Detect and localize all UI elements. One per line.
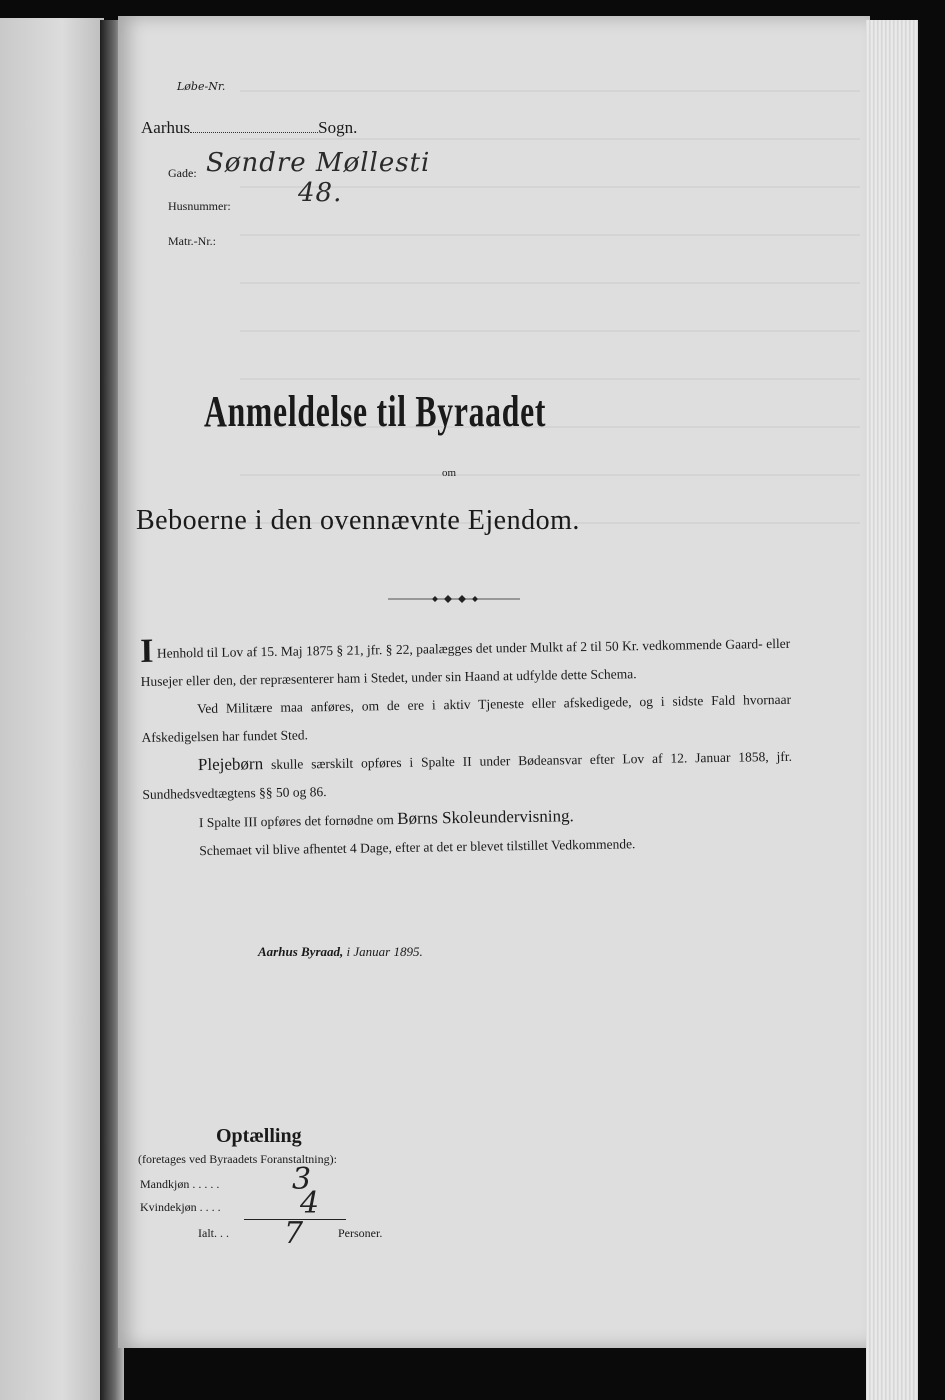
sogn-label: Sogn. — [318, 118, 358, 137]
lobe-nr-label: Løbe-Nr. — [177, 80, 226, 93]
husnummer-value: 48. — [298, 178, 343, 208]
plejeborn-lead: Plejebørn — [197, 754, 264, 775]
paragraph-1-text: Henhold til Lov af 15. Maj 1875 § 21, jfr. § 22, paalægges det under Mulkt af 2 til 50 Kr. vedkommende Gaard- eller Husejer eller den, der repræsenterer ham i Stedet, under sin Haand at udfylde dette Schema. — [140, 635, 791, 689]
ornament-divider — [388, 594, 520, 604]
female-value: 4 — [300, 1186, 320, 1221]
total-unit: Personer. — [338, 1226, 383, 1240]
page-edges — [866, 20, 918, 1400]
total-label: Ialt. . . — [198, 1226, 229, 1240]
total-value: 7 — [284, 1216, 304, 1251]
signature-date: i Januar 1895. — [346, 944, 423, 959]
paragraph-5: Schemaet vil blive afhentet 4 Dage, efter at det er blevet tilstillet Vedkommende. — [199, 836, 636, 859]
female-label: Kvindekjøn . . . . — [140, 1200, 221, 1214]
signature-line — [258, 944, 423, 960]
count-note: (foretages ved Byraadets Foranstaltning): — [138, 1152, 337, 1166]
paragraph-2: Ved Militære maa anføres, om de ere i aktiv Tjeneste eller afskedigede, og i sidste Fald hvornaar Afskedigelsen har fundet Sted. — [141, 691, 792, 745]
count-title: Optælling — [216, 1125, 302, 1147]
sogn-field — [190, 132, 318, 133]
paragraph-3 — [142, 742, 793, 809]
gade-value: Søndre Møllesti — [206, 148, 431, 178]
paragraph-4-text: I Spalte III opføres det fornødne om — [198, 812, 394, 831]
drop-cap: I — [139, 632, 154, 670]
city-label: Aarhus — [141, 118, 191, 137]
document-title: Anmeldelse til Byraadet — [204, 387, 547, 436]
matr-label: Matr.-Nr.: — [168, 234, 216, 248]
paragraph-3-text: skulle særskilt opføres i Spalte II under Bødeansvar efter Lov af 12. Januar 1858, jfr. Sundhedsvedtægtens §§ 50 og 86. — [142, 748, 793, 802]
paragraph-1 — [140, 630, 791, 696]
left-page — [0, 18, 104, 1400]
sogn-line — [141, 118, 357, 138]
male-value: 3 — [292, 1162, 312, 1197]
husnummer-label: Husnummer: — [168, 199, 231, 213]
signature-org: Aarhus Byraad, — [258, 944, 344, 959]
gade-label: Gade: — [168, 166, 197, 180]
title-om: om — [442, 467, 457, 479]
document-subtitle: Beboerne i den ovennævnte Ejendom. — [136, 505, 580, 536]
skoleundervisning-emph: Børns Skoleundervisning. — [397, 806, 574, 828]
instructions — [140, 630, 793, 866]
male-label: Mandkjøn . . . . . — [140, 1177, 220, 1191]
